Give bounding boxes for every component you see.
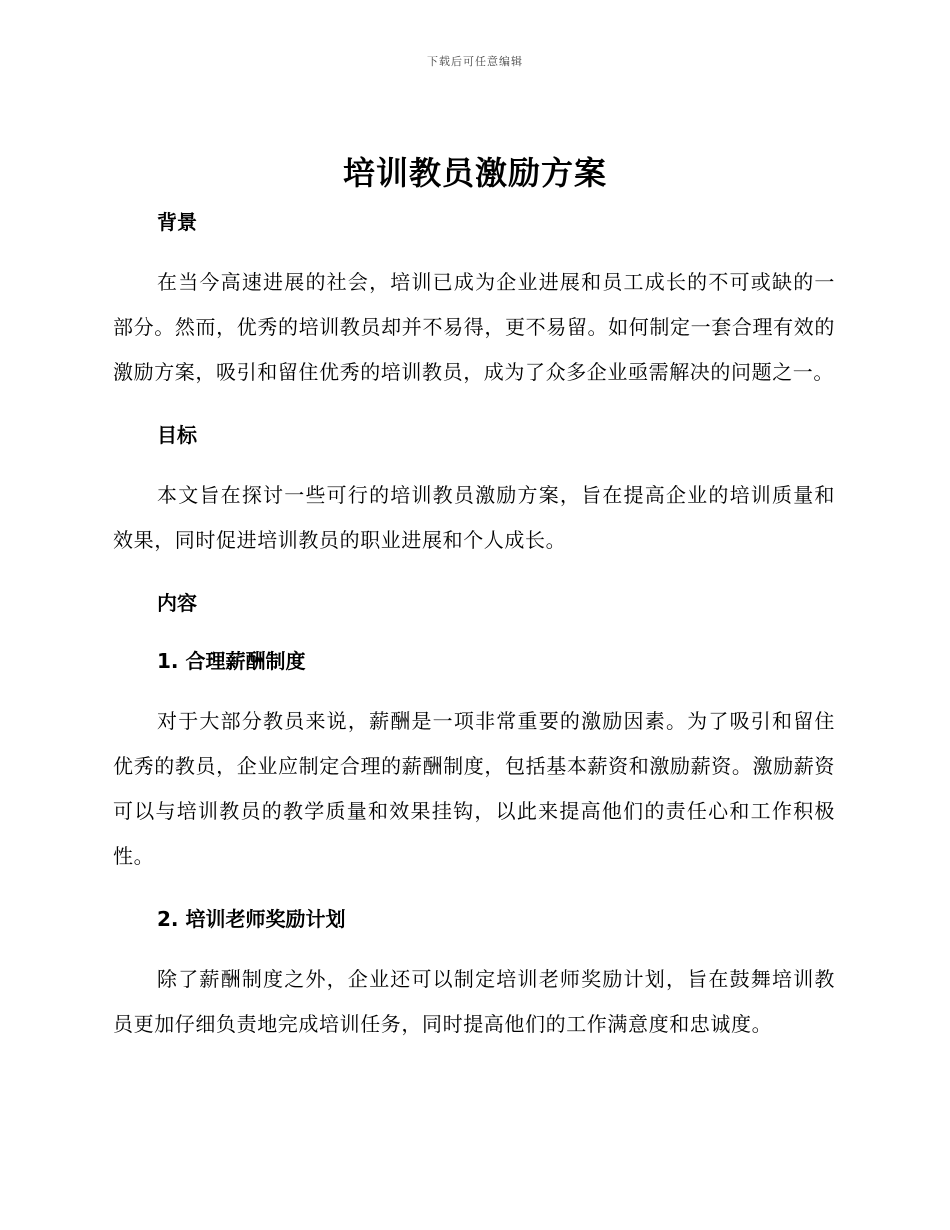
section-heading-content: 内容 <box>157 591 197 615</box>
section-paragraph-background: 在当今高速进展的社会，培训已成为企业进展和员工成长的不可或缺的一部分。然而，优秀的培训教员却并不易得，更不易留。如何制定一套合理有效的激励方案，吸引和留住优秀的培训教员，成为了众多企业亟需解决的问题之一。 <box>113 270 835 384</box>
document-body <box>113 204 835 1047</box>
section-paragraph-salary: 对于大部分教员来说，薪酬是一项非常重要的激励因素。为了吸引和留住优秀的教员，企业应制定合理的薪酬制度，包括基本薪资和激励薪资。激励薪资可以与培训教员的教学质量和效果挂钩，以此来提高他们的责任心和工作积极性。 <box>113 709 835 868</box>
section-heading-salary: 1. 合理薪酬制度 <box>157 649 306 673</box>
section-heading-goal: 目标 <box>157 423 197 447</box>
section-paragraph-goal: 本文旨在探讨一些可行的培训教员激励方案，旨在提高企业的培训质量和效果，同时促进培训教员的职业进展和个人成长。 <box>113 483 835 552</box>
section-paragraph-reward: 除了薪酬制度之外，企业还可以制定培训老师奖励计划，旨在鼓舞培训教员更加仔细负责地完成培训任务，同时提高他们的工作满意度和忠诚度。 <box>113 967 835 1036</box>
document-title: 培训教员激励方案 <box>342 154 607 192</box>
section-heading-background: 背景 <box>157 210 197 234</box>
section-heading-reward: 2. 培训老师奖励计划 <box>157 907 346 931</box>
page-header-note: 下载后可任意编辑 <box>427 55 523 68</box>
